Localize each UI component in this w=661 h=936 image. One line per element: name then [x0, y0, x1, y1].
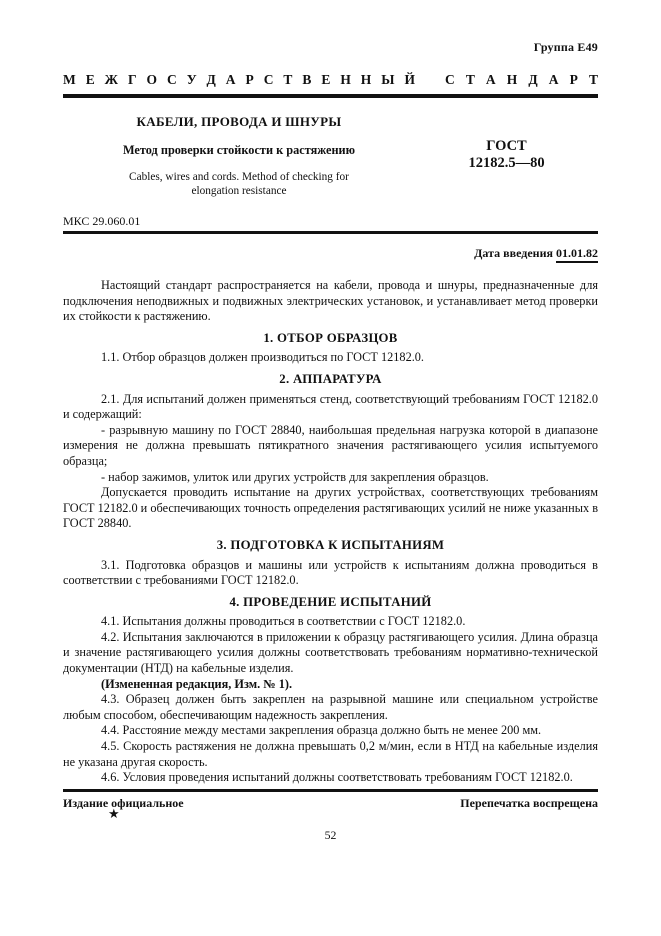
reprint-prohibited-label: Перепечатка воспрещена: [460, 796, 598, 810]
document-title-ru: КАБЕЛИ, ПРОВОДА И ШНУРЫ: [136, 114, 342, 129]
title-block: [63, 114, 598, 199]
mks-rule: [63, 231, 598, 234]
mks-code: МКС 29.060.01: [63, 214, 141, 228]
paragraph: - разрывную машину по ГОСТ 28840, наибольшая предельная нагрузка которой в диапазоне измерения не должна превышать пятикратного значения растягивающего усилия испытуемого образца;: [63, 422, 598, 468]
gost-designation-number: 12182.5—80: [468, 155, 545, 171]
paragraph: (Измененная редакция, Изм. № 1).: [101, 676, 293, 691]
document-title-en: Cables, wires and cords. Method of checking for elongation resistance: [129, 171, 349, 197]
gost-designation: [415, 114, 598, 199]
paragraph: 4.5. Скорость растяжения не должна превышать 0,2 м/мин, если в НТД на кабельные изделия не указана другая скорость.: [63, 739, 598, 769]
gost-designation-label: ГОСТ: [486, 138, 527, 154]
paragraph: - набор зажимов, улиток или других устройств для закрепления образцов.: [101, 469, 489, 484]
official-edition-label: Издание официальное: [63, 796, 184, 810]
footer-rule: [63, 789, 598, 792]
body-text: [63, 278, 598, 786]
paragraph: 3.1. Подготовка образцов и машины или устройств к испытаниям должна проводиться в соответствии с требованиями ГОСТ 12182.0.: [63, 557, 598, 588]
group-label: Группа Е49: [533, 40, 598, 54]
paragraph: Настоящий стандарт распространяется на кабели, провода и шнуры, предназначенные для подключения неподвижных и подвижных электрических установок, и устанавливает метод проверки их стойкости к растяжению.: [63, 278, 598, 324]
paragraph: 2.1. Для испытаний должен применяться стенд, соответствующий требованиям ГОСТ 12182.0 и содержащий:: [63, 391, 598, 422]
standard-type-word1: М Е Ж Г О С У Д А Р С Т В Е Н Н Ы Й: [63, 72, 415, 87]
title-column: [63, 114, 415, 199]
introduction-date-value: 01.01.82: [556, 246, 598, 263]
page-number: 52: [324, 828, 337, 842]
section-heading: 3. ПОДГОТОВКА К ИСПЫТАНИЯМ: [216, 537, 445, 552]
section-heading: 2. АППАРАТУРА: [279, 371, 382, 386]
standard-type-word2: С Т А Н Д А Р Т: [444, 72, 598, 87]
standard-type-header: [63, 72, 598, 88]
paragraph: 4.3. Образец должен быть закреплен на разрывной машине или специальном устройстве любым способом, обеспечивающим надежность закрепления.: [63, 692, 598, 722]
introduction-date-label: Дата введения: [474, 246, 553, 260]
document-subtitle-ru: Метод проверки стойкости к растяжению: [122, 143, 356, 157]
paragraph: 4.1. Испытания должны проводиться в соответствии с ГОСТ 12182.0.: [101, 614, 466, 629]
paragraph: Допускается проводить испытание на других устройствах, соответствующих требованиям ГОСТ 12182.0 и обеспечивающих точность определения растягивающих усилий не ниже указанных в ГОСТ 28840.: [63, 485, 598, 531]
section-heading: 1. ОТБОР ОБРАЗЦОВ: [263, 330, 398, 345]
header-rule: [63, 94, 598, 98]
paragraph: 4.6. Условия проведения испытаний должны соответствовать требованиям ГОСТ 12182.0.: [101, 770, 573, 785]
section-heading: 4. ПРОВЕДЕНИЕ ИСПЫТАНИЙ: [229, 594, 432, 609]
star-icon: ★: [108, 806, 120, 821]
footer: [63, 796, 598, 811]
paragraph: 4.4. Расстояние между местами закрепления образца должно быть не менее 200 мм.: [101, 723, 542, 738]
paragraph: 4.2. Испытания заключаются в приложении к образцу растягивающего усилия. Длина образца и значение растягивающего усилия должны соответствовать требованиям нормативно-технической документации (НТД) на кабельные изделия.: [63, 629, 598, 676]
introduction-date: [63, 246, 598, 261]
paragraph: 1.1. Отбор образцов должен производиться по ГОСТ 12182.0.: [101, 350, 425, 365]
